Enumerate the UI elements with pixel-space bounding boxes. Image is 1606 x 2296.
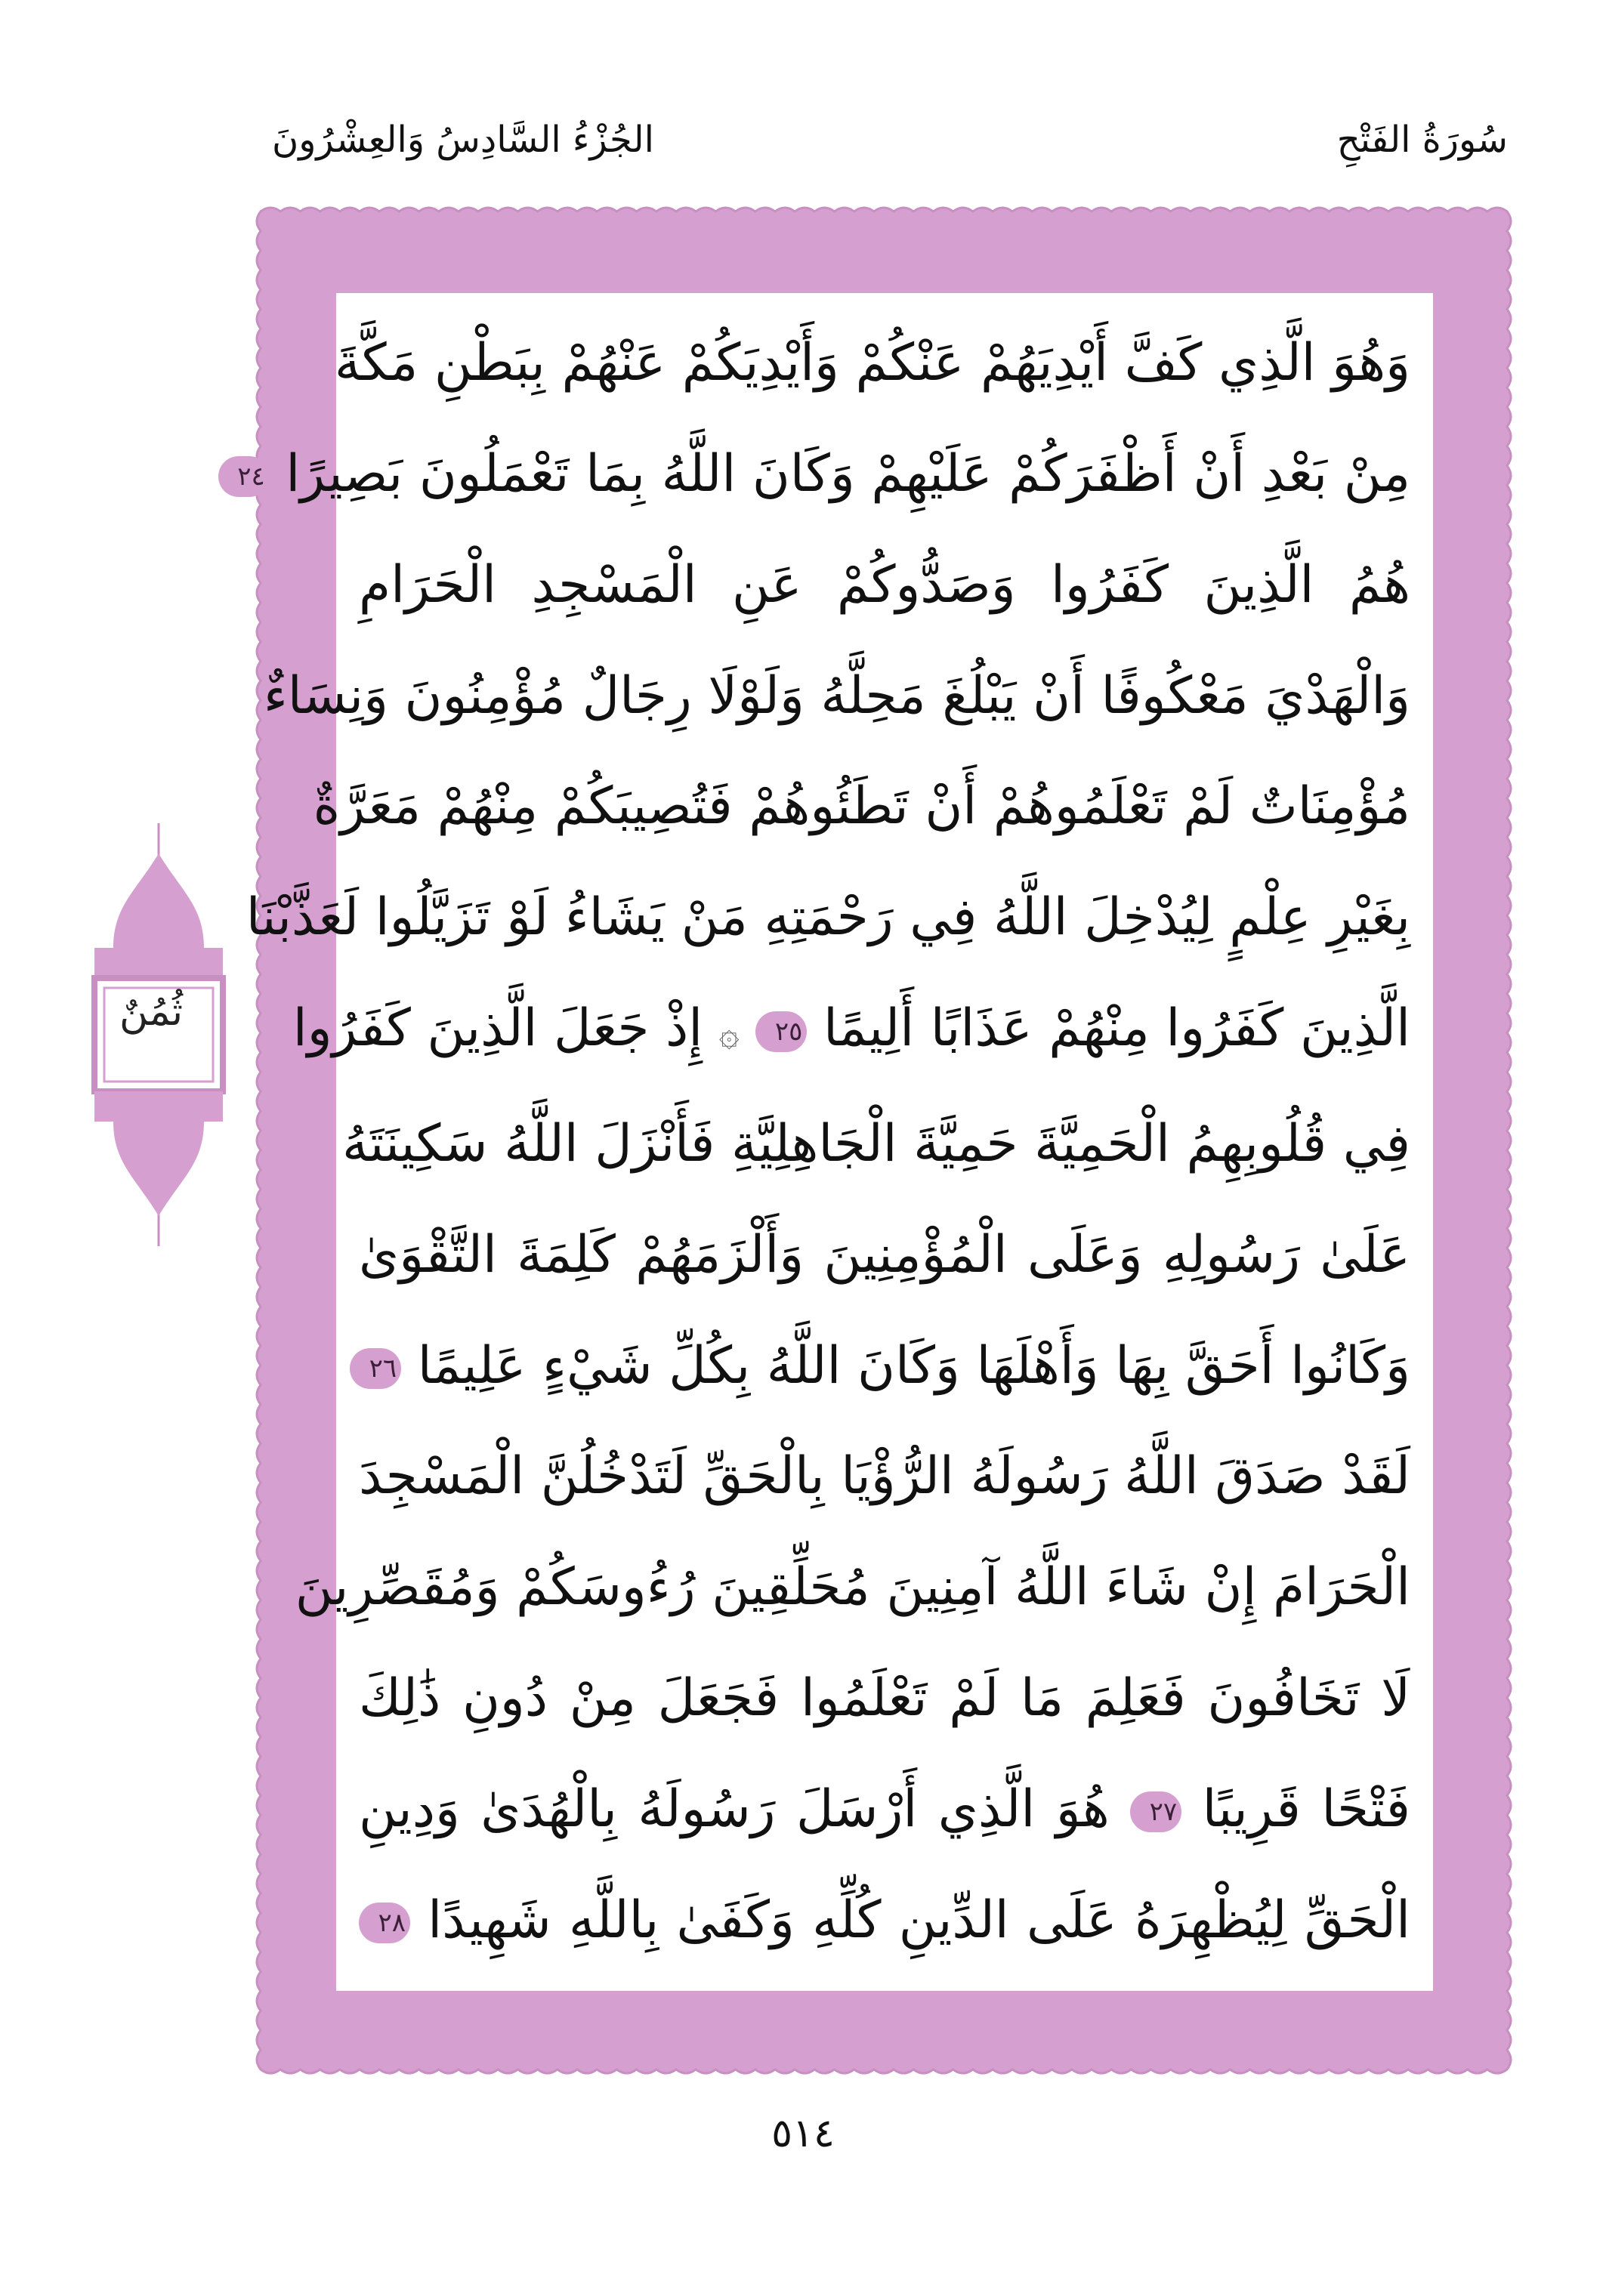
verse-text-segment: هُمُ الَّذِينَ كَفَرُوا وَصَدُّوكُمْ عَنِ الْمَسْجِدِ الْحَرَامِ xyxy=(359,554,1410,615)
verse-line xyxy=(359,1319,1410,1414)
verse-line xyxy=(295,1540,1410,1635)
verse-line xyxy=(292,981,1410,1081)
verse-line xyxy=(359,1208,1410,1303)
verse-text-segment: لَقَدْ صَدَقَ اللَّهُ رَسُولَهُ الرُّؤْيَا بِالْحَقِّ لَتَدْخُلُنَّ الْمَسْجِدَ xyxy=(358,1446,1410,1507)
verse-text-segment: وَهُوَ الَّذِي كَفَّ أَيْدِيَهُمْ عَنْكُمْ وَأَيْدِيَكُمْ عَنْهُمْ بِبَطْنِ مَكَّةَ xyxy=(334,333,1410,393)
verse-line xyxy=(263,649,1410,744)
verse-text-segment: لَا تَخَافُونَ فَعَلِمَ مَا لَمْ تَعْلَمُوا فَجَعَلَ مِنْ دُونِ ذَٰلِكَ xyxy=(359,1668,1410,1729)
verse-line xyxy=(341,1097,1410,1192)
verse-text-segment: وَكَانُوا أَحَقَّ بِهَا وَأَهْلَهَا وَكَانَ اللَّهُ بِكُلِّ شَيْءٍ عَلِيمًا xyxy=(417,1335,1410,1396)
verse-text-panel xyxy=(237,293,1433,1991)
verse-line xyxy=(359,1873,1410,1968)
ayah-number-marker: ٢٨ xyxy=(359,1903,410,1943)
verse-text-segment: فِي قُلُوبِهِمُ الْحَمِيَّةَ حَمِيَّةَ الْجَاهِلِيَّةِ فَأَنْزَلَ اللَّهُ سَكِينَتَهُ xyxy=(341,1113,1410,1174)
surah-name: سُورَةُ الفَتْحِ xyxy=(1336,119,1508,161)
verse-line xyxy=(313,759,1410,854)
verse-line xyxy=(237,427,1410,522)
juz-name: الجُزْءُ السَّادِسُ وَالعِشْرُونَ xyxy=(272,119,654,161)
verse-line xyxy=(359,1762,1410,1857)
verse-lines xyxy=(237,316,1410,1968)
page-number: ٥١٤ xyxy=(771,2111,835,2156)
verse-text-segment: فَتْحًا قَرِيبًا xyxy=(1202,1779,1410,1839)
verse-line xyxy=(246,870,1410,965)
verse-text-segment: هُوَ الَّذِي أَرْسَلَ رَسُولَهُ بِالْهُدَىٰ وَدِينِ xyxy=(359,1779,1110,1839)
verse-line xyxy=(334,316,1410,411)
verse-text-segment: الْحَقِّ لِيُظْهِرَهُ عَلَى الدِّينِ كُلِّهِ وَكَفَىٰ بِاللَّهِ شَهِيدًا xyxy=(428,1890,1410,1950)
verse-text-segment: عَلَىٰ رَسُولِهِ وَعَلَى الْمُؤْمِنِينَ وَأَلْزَمَهُمْ كَلِمَةَ التَّقْوَىٰ xyxy=(359,1224,1410,1285)
verse-text-segment: إِذْ جَعَلَ الَّذِينَ كَفَرُوا xyxy=(292,998,703,1059)
rub-el-hizb-star-icon: ۞ xyxy=(718,1013,740,1054)
verse-line xyxy=(359,1651,1410,1746)
verse-text-segment: بِغَيْرِ عِلْمٍ لِيُدْخِلَ اللَّهُ فِي رَحْمَتِهِ مَنْ يَشَاءُ لَوْ تَزَيَّلُوا لَعَذَّبْنَا xyxy=(246,887,1410,948)
ayah-number-marker: ٢٤ xyxy=(218,456,270,497)
ayah-number-marker: ٢٧ xyxy=(1130,1791,1181,1832)
verse-line xyxy=(359,538,1410,633)
verse-text-segment: مُؤْمِنَاتٌ لَمْ تَعْلَمُوهُمْ أَنْ تَطَئُوهُمْ فَتُصِيبَكُمْ مِنْهُمْ مَعَرَّةٌ xyxy=(313,776,1410,837)
verse-text-segment: وَالْهَدْيَ مَعْكُوفًا أَنْ يَبْلُغَ مَحِلَّهُ وَلَوْلَا رِجَالٌ مُؤْمِنُونَ وَنِسَاءٌ xyxy=(263,665,1410,726)
verse-text-segment: الَّذِينَ كَفَرُوا مِنْهُمْ عَذَابًا أَلِيمًا xyxy=(823,998,1410,1059)
verse-text-segment: الْحَرَامَ إِنْ شَاءَ اللَّهُ آمِنِينَ مُحَلِّقِينَ رُءُوسَكُمْ وَمُقَصِّرِينَ xyxy=(295,1557,1410,1618)
verse-line xyxy=(359,1429,1410,1524)
hizb-quarter-label: ثُمُنٌ xyxy=(119,989,184,1035)
ayah-number-marker: ٢٥ xyxy=(755,1011,807,1052)
verse-text-segment: مِنْ بَعْدِ أَنْ أَظْفَرَكُمْ عَلَيْهِمْ وَكَانَ اللَّهُ بِمَا تَعْمَلُونَ بَصِيرًا xyxy=(286,443,1410,504)
ayah-number-marker: ٢٦ xyxy=(350,1348,401,1389)
